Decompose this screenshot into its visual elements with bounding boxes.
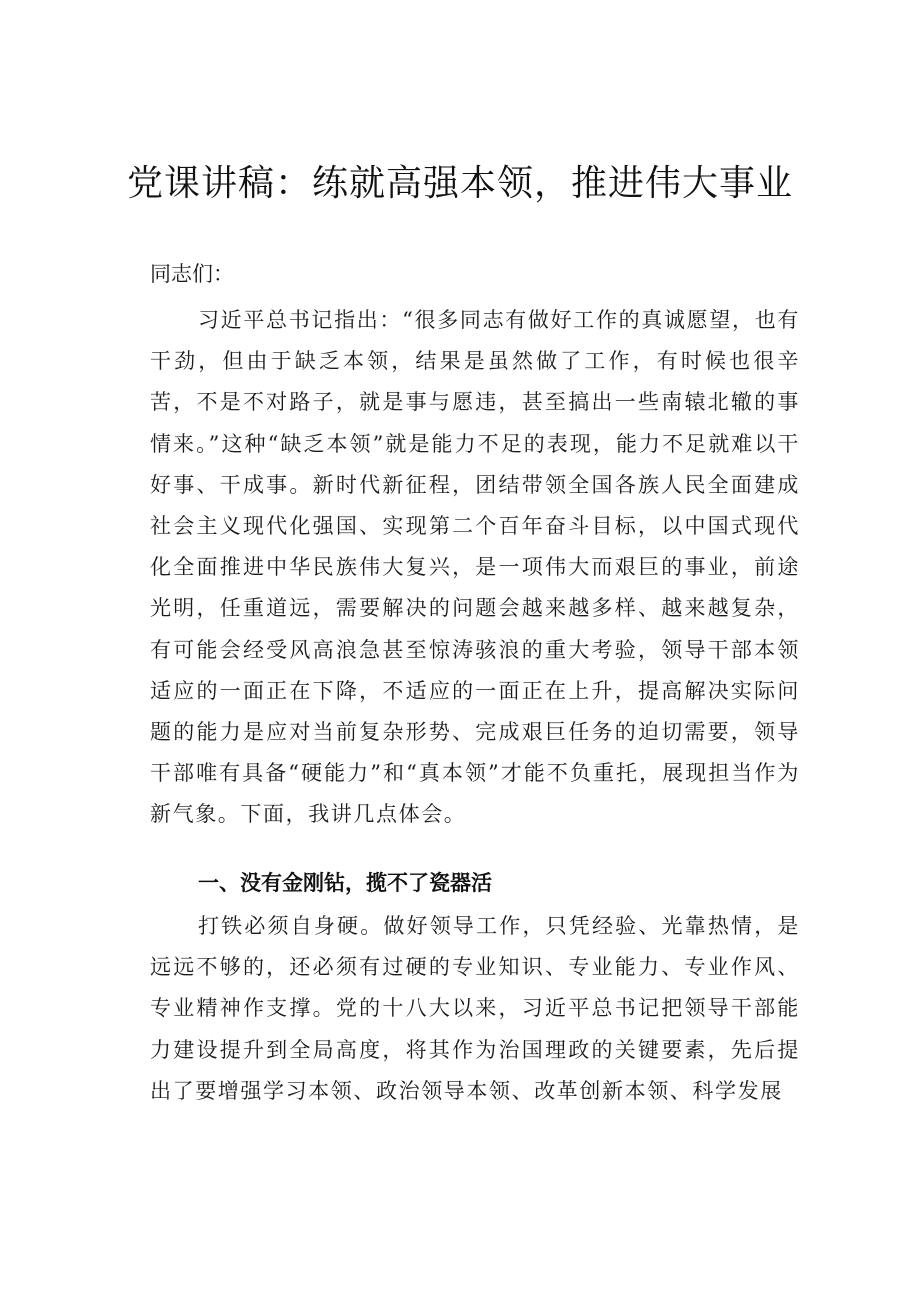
section-heading-1: 一、没有金刚钻，揽不了瓷器活 bbox=[198, 871, 492, 895]
paragraph-section-1: 打铁必须自身硬。做好领导工作，只凭经验、光靠热情，是远远不够的，还必须有过硬的专业知识、专业能力、专业作风、专业精神作支撑。党的十八大以来，习近平总书记把领导干部能力建设提升到全局高度，将其作为治国理政的关键要素，先后提出了要增强学习本领、政治领导本领、改革创新本领、科学发展 bbox=[150, 914, 800, 1103]
document-title: 党课讲稿：练就高强本领，推进伟大事业 bbox=[126, 163, 793, 204]
salutation: 同志们： bbox=[150, 262, 234, 286]
paragraph-intro: 习近平总书记指出：“很多同志有做好工作的真诚愿望，也有干劲，但由于缺乏本领，结果是虽然做了工作，有时候也很辛苦，不是不对路子，就是事与愿违，甚至搞出一些南辕北辙的事情来。”这种“缺乏本领”就是能力不足的表现，能力不足就难以干好事、干成事。新时代新征程，团结带领全国各族人民全面建成社会主义现代化强国、实现第二个百年奋斗目标，以中国式现代化全面推进中华民族伟大复兴，是一项伟大而艰巨的事业，前途光明，任重道远，需要解决的问题会越来越多样、越来越复杂，有可能会经受风高浪急甚至惊涛骇浪的重大考验，领导干部本领适应的一面正在下降，不适应的一面正在上升，提高解决实际问题的能力是应对当前复杂形势、完成艰巨任务的迫切需要，领导干部唯有具备“硬能力”和“真本领”才能不负重托，展现担当作为新气象。下面，我讲几点体会。 bbox=[150, 308, 800, 827]
